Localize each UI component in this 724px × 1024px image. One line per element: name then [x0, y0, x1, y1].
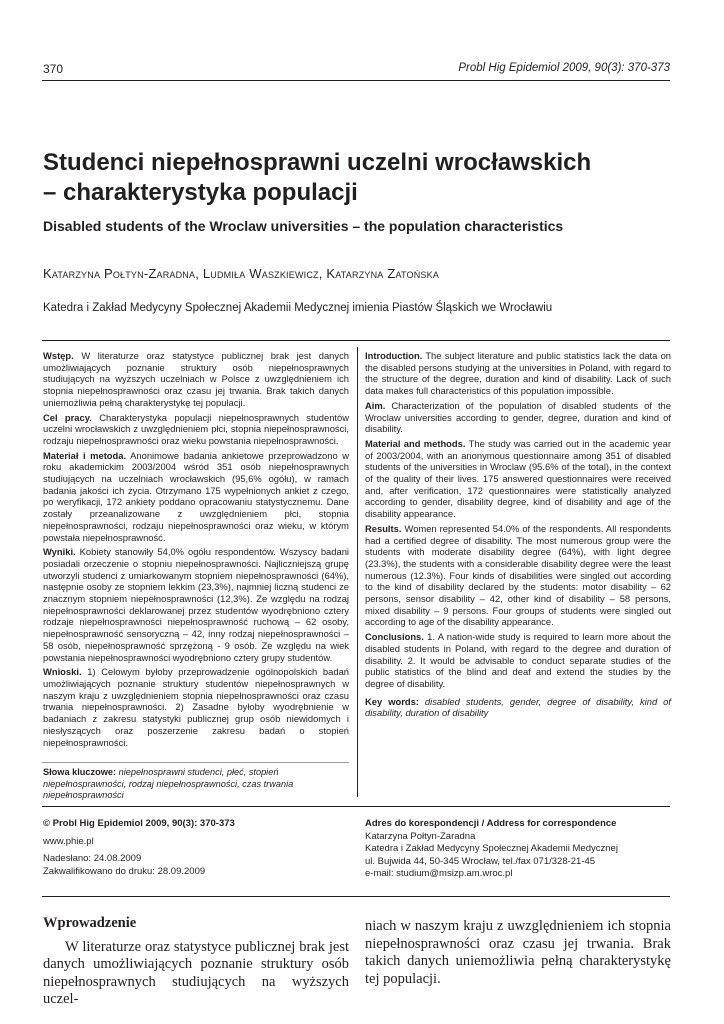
correspondence-heading: Adres do korespondencji / Address for correspondence	[365, 818, 617, 829]
section-text: The study was carried out in the academic year of 2003/2004, with an anonymous questionnaire among 351 of disabled students of the universities in Wroclaw (95.6% of the total), in the context of the quality of their lives. 175 answered questionnaires were received and, after verification, 172 questionnaires were statistically analyzed according to gender, disability degree, kind of disability and age of the disability appearance.	[365, 437, 672, 520]
section-text: 1. A nation-wide study is required to learn more about the disabled students in Poland, with regard to the degree and duration of disability. 2. It would be advisable to conduct separate studies of the public statistics of the blind and deaf and extend the studies by the degree of disability.	[365, 631, 671, 689]
body-paragraph: W literaturze oraz statystyce publicznej brak jest danych umożliwiających poznanie struktury osób niepełnosprawnych studiujących na wyższych uczel-	[43, 938, 349, 1007]
section-label: Material and methods.	[365, 437, 466, 449]
section-heading: Wprowadzenie	[43, 915, 137, 931]
copyright: © Probl Hig Epidemiol 2009, 90(3): 370-373	[43, 818, 235, 829]
abstract-section-cel	[43, 412, 349, 447]
correspondence-street: ul. Bujwida 44, 50-345 Wrocław, tel./fax 071/328-21-45	[365, 855, 596, 867]
keywords-label: Key words:	[365, 695, 419, 707]
website-link[interactable]: www.phie.pl	[43, 835, 94, 847]
keywords-polish	[43, 767, 349, 802]
section-text: Characterization of the population of disabled students of the Wroclaw universities according to gender, degree, duration and kind of disability.	[365, 399, 671, 435]
section-label: Results.	[365, 522, 402, 534]
correspondence-department: Katedra i Zakład Medycyny Społecznej Akademii Medycznej	[365, 843, 618, 854]
english-title: Disabled students of the Wroclaw universities – the population characteristics	[43, 218, 564, 234]
accepted-date: Zakwalifikowano do druku: 28.09.2009	[43, 865, 206, 877]
authors: Katarzyna Połtyn-Zaradna, Ludmiła Waszkiewicz, Katarzyna Zatońska	[43, 266, 440, 281]
section-text: Charakterystyka populacji niepełnosprawnych studentów uczelni wrocławskich z uwzględnieniem płci, stopnia niepełnosprawności, rodzaju niepełnosprawności oraz wieku powstania niepełnosprawności.	[43, 411, 350, 446]
section-label: Conclusions.	[365, 631, 424, 643]
abstract-english	[365, 350, 671, 722]
body-column-right	[365, 918, 671, 988]
section-text: Anonimowe badania ankietowe przeprowadzono w roku akademickim 2003/2004 wśród 351 osób niepełnosprawnych studiujących na uczelniach wrocławskich (95,6% ogółu), w ramach badania jakości ich życia. Otrzymano 175 wypełnionych ankiet z czego, po weryfikacji, 172 ankiety poddano opracowaniu statystycznemu. Dane zostały przeanalizowane z uwzględnieniem płci, stopnia niepełnosprawności, rodzaju niepełnosprawności oraz wieku, w którym powstała niepełnosprawność.	[43, 449, 349, 543]
section-label: Introduction.	[365, 350, 423, 361]
keywords-rule	[42, 762, 349, 763]
body-column-left	[43, 915, 349, 1009]
abstract-section-introduction	[365, 350, 671, 397]
section-text: Women represented 54.0% of the respondents. All respondents had a certified degree of disability. The most numerous group were the students with moderate disability degree (64%), with light degree (23.3%), the students with a considerable disability degree were the least numerous (12.3%). Four kinds of disabilities were singled out according to the kind of disability declared by the students: motor disability – 62 persons, sensor disability – 42, other kind of disability – 58 persons, mixed disability – 9 persons. Four groups of students were singled out according to age of the disability appearance.	[365, 522, 671, 628]
section-label: Wyniki.	[43, 546, 76, 558]
abstract-section-conclusions	[365, 631, 671, 690]
footer-bottom-rule	[42, 896, 670, 897]
section-text: 1) Celowym byłoby przeprowadzenie ogólnopolskich badań umożliwiających poznanie struktury studentów niepełnosprawnych w naszym kraju z uwzględnieniem stopnia niepełnosprawności oraz czasu trwania niepełnosprawności. 2) Zasadne byłoby wyodrębnienie w badaniach z zakresu statystyki publicznej grup osób niewidomych i niesłyszących oraz poszerzenie zakresu badań o stopień niepełnosprawności.	[43, 666, 350, 748]
section-text: Kobiety stanowiły 54,0% ogółu respondentów. Wszyscy badani posiadali orzeczenie o stopniu niepełnosprawności. Najliczniejszą grupę utworzyli studenci z umiarkowanym stopniem niepełnosprawności (64%), następnie osoby ze stopniem lekkim (23,3%), najmniej liczną studenci ze znacznym stopniem niepełnosprawności (12,3%). Ze względu na rodzaj niepełnosprawności deklarowanej przez studentów wyodrębniono cztery rodzaje niepełnosprawności niepełnosprawność ruchową – 62 osoby, niepełnosprawność sensoryczną – 42, inny rodzaj niepełnosprawności – 58 osób, niepełnosprawność sprzężoną - 9 osób. Ze względu na wiek powstania niepełnosprawności wyodrębniono cztery grupy studentów.	[43, 546, 349, 663]
article-title	[43, 148, 663, 208]
abstract-polish	[43, 350, 349, 751]
abstract-section-wnioski	[43, 666, 349, 748]
page-number: 370	[43, 62, 64, 76]
journal-citation: Probl Hig Epidemiol 2009, 90(3): 370-373	[458, 62, 670, 74]
abstract-top-rule	[42, 340, 670, 341]
abstract-section-wstep	[43, 350, 349, 409]
section-label: Materiał i metoda.	[43, 449, 127, 461]
keywords-label: Słowa kluczowe:	[43, 767, 117, 777]
abstract-section-results	[365, 523, 671, 628]
section-text: W literaturze oraz statystyce publicznej brak jest danych umożliwiających poznanie struktury osób niepełnosprawnych studiujących na wyższych uczelniach w Polsce z uwzględnieniem ich stopnia niepełnosprawności oraz czasu jej trwania. Brak takich danych uniemożliwia pełną charakterystykę tej populacji.	[43, 350, 349, 408]
correspondence-address	[365, 818, 675, 881]
keywords-english	[365, 696, 671, 719]
abstract-section-material	[43, 450, 349, 544]
section-label: Wstęp.	[43, 350, 74, 361]
received-date: Nadesłano: 24.08.2009	[43, 853, 142, 864]
footer-top-rule	[42, 806, 670, 807]
keywords-text: disabled students, gender, degree of disability, kind of disability, duration of disability	[365, 695, 671, 719]
section-label: Cel pracy.	[43, 411, 92, 423]
section-label: Aim.	[365, 399, 386, 411]
keywords-text: niepełnosprawni studenci, płeć, stopień niepełnosprawności, rodzaj niepełnosprawności, czas trwania niepełnosprawności	[43, 767, 294, 801]
header-rule	[42, 80, 670, 81]
abstract-section-methods	[365, 438, 671, 520]
abstract-section-wyniki	[43, 546, 349, 663]
section-text: The subject literature and public statistics lack the data on the disabled persons studying at the universities in Poland, with regard to the structure of the degree, duration and kind of disability. Lack of such data makes full characteristics of this population impossible.	[365, 350, 672, 397]
body-paragraph: niach w naszym kraju z uwzględnieniem ich stopnia niepełnosprawności oraz czasu jej trwania. Brak takich danych uniemożliwia pełną charakterystykę tej populacji.	[365, 918, 671, 987]
title-line-1: Studenci niepełnosprawni uczelni wrocławskich	[43, 149, 592, 176]
title-line-2: – charakterystyka populacji	[43, 179, 358, 206]
affiliation: Katedra i Zakład Medycyny Społecznej Akademii Medycznej imienia Piastów Śląskich we Wrocławiu	[43, 302, 553, 314]
correspondence-name: Katarzyna Połtyn-Zaradna	[365, 830, 476, 842]
section-label: Wnioski.	[43, 666, 82, 678]
correspondence-email[interactable]: e-mail: studium@msizp.am.wroc.pl	[365, 868, 513, 879]
publication-info	[43, 818, 343, 878]
column-divider	[357, 347, 358, 797]
abstract-section-aim	[365, 400, 671, 435]
